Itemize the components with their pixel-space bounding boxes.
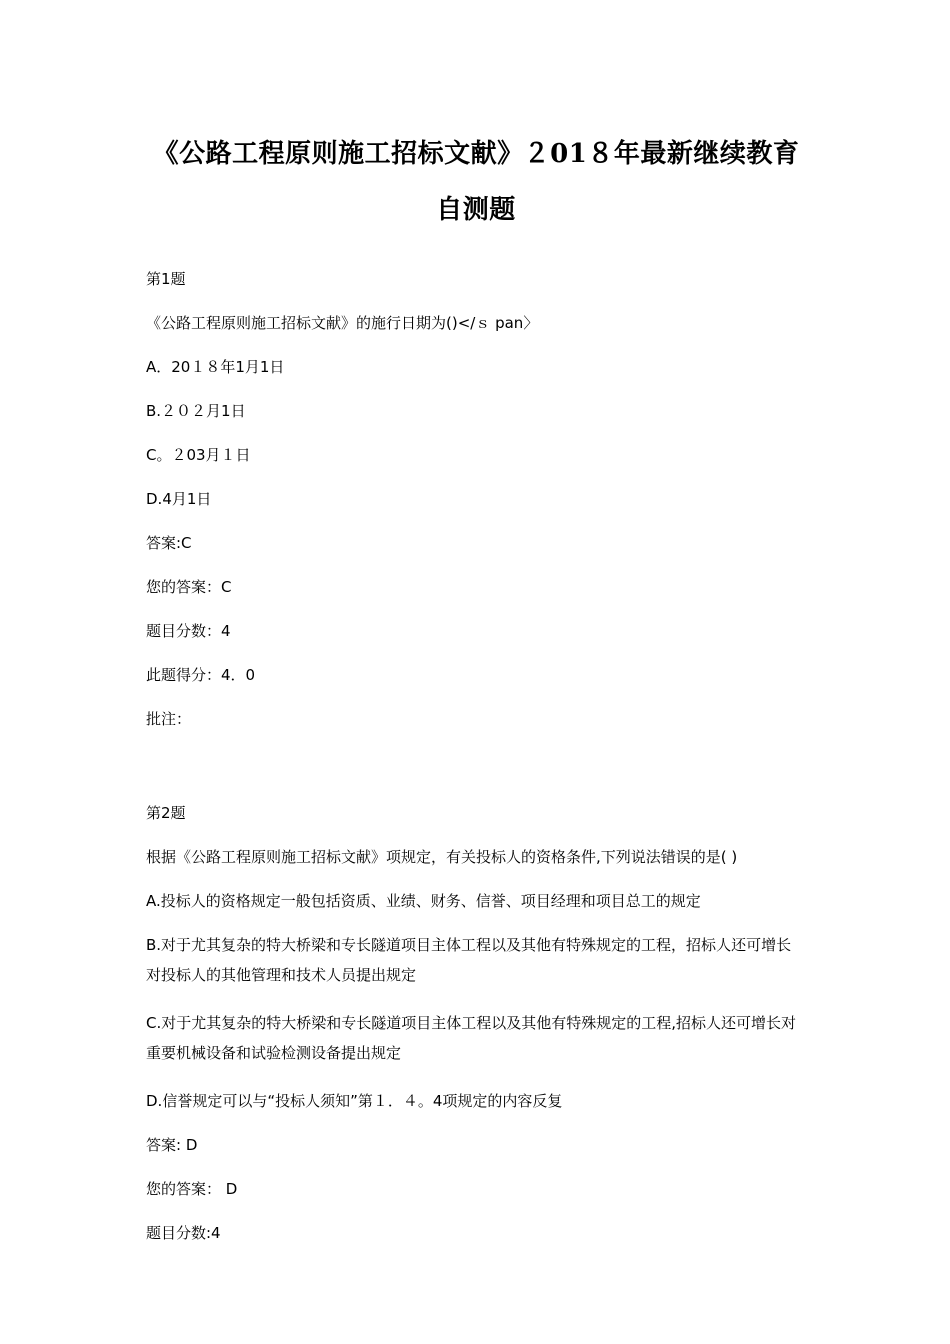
question-score: 题目分数：4 [146, 622, 231, 640]
question-2 [146, 802, 806, 1244]
question-1 [146, 268, 806, 730]
comment-label: 批注： [146, 710, 192, 728]
option-c: C。２03月１日 [146, 446, 251, 464]
document-title: 《公路工程原则施工招标文献》２01８年最新继续教育自测题 [152, 139, 800, 225]
question-label: 第1题 [146, 270, 186, 288]
option-d: D.4月1日 [146, 490, 212, 508]
correct-answer: 答案: D [146, 1136, 198, 1154]
question-score: 题目分数:4 [146, 1224, 221, 1242]
correct-answer: 答案:C [146, 534, 192, 552]
option-d: D.信誉规定可以与“投标人须知”第１．４。4项规定的内容反复 [146, 1092, 563, 1110]
earned-score: 此题得分：4．0 [146, 666, 256, 684]
option-a: A.投标人的资格规定一般包括资质、业绩、财务、信誉、项目经理和项目总工的规定 [146, 892, 701, 910]
option-b: B.对于尤其复杂的特大桥梁和专长隧道项目主体工程以及其他有特殊规定的工程，招标人还可增长对投标人的其他管理和技术人员提出规定 [146, 936, 792, 984]
question-stem: 《公路工程原则施工招标文献》的施行日期为()</ｓ pan〉 [146, 314, 539, 332]
option-c: C.对于尤其复杂的特大桥梁和专长隧道项目主体工程以及其他有特殊规定的工程,招标人还可增长对重要机械设备和试验检测设备提出规定 [146, 1014, 797, 1062]
your-answer: 您的答案：C [146, 578, 232, 596]
question-stem: 根据《公路工程原则施工招标文献》项规定，有关投标人的资格条件,下列说法错误的是( ) [146, 848, 738, 866]
question-label: 第2题 [146, 804, 186, 822]
your-answer: 您的答案： D [146, 1180, 238, 1198]
option-a: A．20１８年1月1日 [146, 358, 285, 376]
option-b: B.２０２月1日 [146, 402, 246, 420]
